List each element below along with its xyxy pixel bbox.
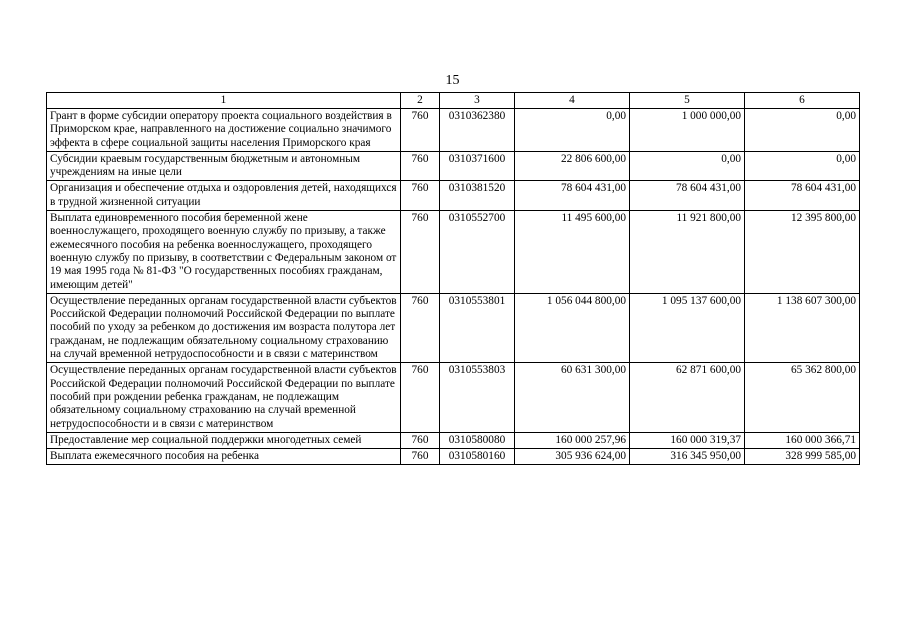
row-code: 760	[401, 449, 440, 465]
row-amount-2: 1 000 000,00	[630, 109, 745, 152]
row-name: Осуществление переданных органам государственной власти субъектов Российской Федерации полномочий Российской Федерации по выплате пособий по уходу за ребенком до достижения им возраста полутора лет гражданам, не подлежащим обязательному социальному страхованию на случай временной нетрудоспособности и в связи с материнством	[47, 293, 401, 362]
column-header: 5	[630, 93, 745, 109]
row-amount-3: 160 000 366,71	[745, 432, 860, 448]
row-amount-1: 305 936 624,00	[515, 449, 630, 465]
row-csr: 0310552700	[440, 211, 515, 294]
row-code: 760	[401, 181, 440, 211]
column-header: 6	[745, 93, 860, 109]
table-row	[47, 363, 860, 432]
row-name: Субсидии краевым государственным бюджетным и автономным учреждениям на иные цели	[47, 151, 401, 181]
row-name: Осуществление переданных органам государственной власти субъектов Российской Федерации полномочий Российской Федерации по выплате пособий при рождении ребенка гражданам, не подлежащим обязательному социальному страхованию на случай временной нетрудоспособности и в связи с материнством	[47, 363, 401, 432]
row-name: Грант в форме субсидии оператору проекта социального воздействия в Приморском крае, направленного на достижение социально значимого эффекта в сфере социальной защиты населения Приморского края	[47, 109, 401, 152]
row-amount-1: 22 806 600,00	[515, 151, 630, 181]
row-amount-2: 78 604 431,00	[630, 181, 745, 211]
table-row	[47, 109, 860, 152]
table-row	[47, 211, 860, 294]
page-number: 15	[445, 73, 460, 88]
row-amount-3: 78 604 431,00	[745, 181, 860, 211]
row-amount-2: 316 345 950,00	[630, 449, 745, 465]
row-amount-2: 0,00	[630, 151, 745, 181]
budget-table	[46, 92, 860, 465]
column-header: 4	[515, 93, 630, 109]
row-amount-3: 328 999 585,00	[745, 449, 860, 465]
row-csr: 0310371600	[440, 151, 515, 181]
row-amount-3: 12 395 800,00	[745, 211, 860, 294]
row-csr: 0310553803	[440, 363, 515, 432]
row-name: Выплата единовременного пособия беременной жене военнослужащего, проходящего военную службу по призыву, а также ежемесячного пособия на ребенка военнослужащего, проходящего военную службу по призыву, в соответствии с Федеральным законом от 19 мая 1995 года № 81-ФЗ "О государственных пособиях гражданам, имеющим детей"	[47, 211, 401, 294]
row-amount-1: 11 495 600,00	[515, 211, 630, 294]
row-amount-2: 160 000 319,37	[630, 432, 745, 448]
row-amount-3: 0,00	[745, 151, 860, 181]
row-amount-1: 78 604 431,00	[515, 181, 630, 211]
row-code: 760	[401, 293, 440, 362]
table-row	[47, 293, 860, 362]
column-header: 2	[401, 93, 440, 109]
table-row	[47, 151, 860, 181]
row-amount-3: 65 362 800,00	[745, 363, 860, 432]
row-code: 760	[401, 211, 440, 294]
row-amount-3: 0,00	[745, 109, 860, 152]
row-code: 760	[401, 109, 440, 152]
header-row	[47, 93, 860, 109]
column-header: 3	[440, 93, 515, 109]
row-amount-2: 1 095 137 600,00	[630, 293, 745, 362]
row-csr: 0310362380	[440, 109, 515, 152]
table-row	[47, 449, 860, 465]
row-csr: 0310553801	[440, 293, 515, 362]
row-amount-2: 62 871 600,00	[630, 363, 745, 432]
row-csr: 0310580080	[440, 432, 515, 448]
row-amount-3: 1 138 607 300,00	[745, 293, 860, 362]
row-amount-1: 160 000 257,96	[515, 432, 630, 448]
row-code: 760	[401, 151, 440, 181]
row-name: Организация и обеспечение отдыха и оздоровления детей, находящихся в трудной жизненной ситуации	[47, 181, 401, 211]
row-code: 760	[401, 432, 440, 448]
column-header: 1	[47, 93, 401, 109]
row-amount-1: 1 056 044 800,00	[515, 293, 630, 362]
row-amount-2: 11 921 800,00	[630, 211, 745, 294]
table-row	[47, 181, 860, 211]
row-code: 760	[401, 363, 440, 432]
row-csr: 0310580160	[440, 449, 515, 465]
row-name: Выплата ежемесячного пособия на ребенка	[47, 449, 401, 465]
row-amount-1: 60 631 300,00	[515, 363, 630, 432]
table-row	[47, 432, 860, 448]
row-csr: 0310381520	[440, 181, 515, 211]
row-amount-1: 0,00	[515, 109, 630, 152]
row-name: Предоставление мер социальной поддержки многодетных семей	[47, 432, 401, 448]
